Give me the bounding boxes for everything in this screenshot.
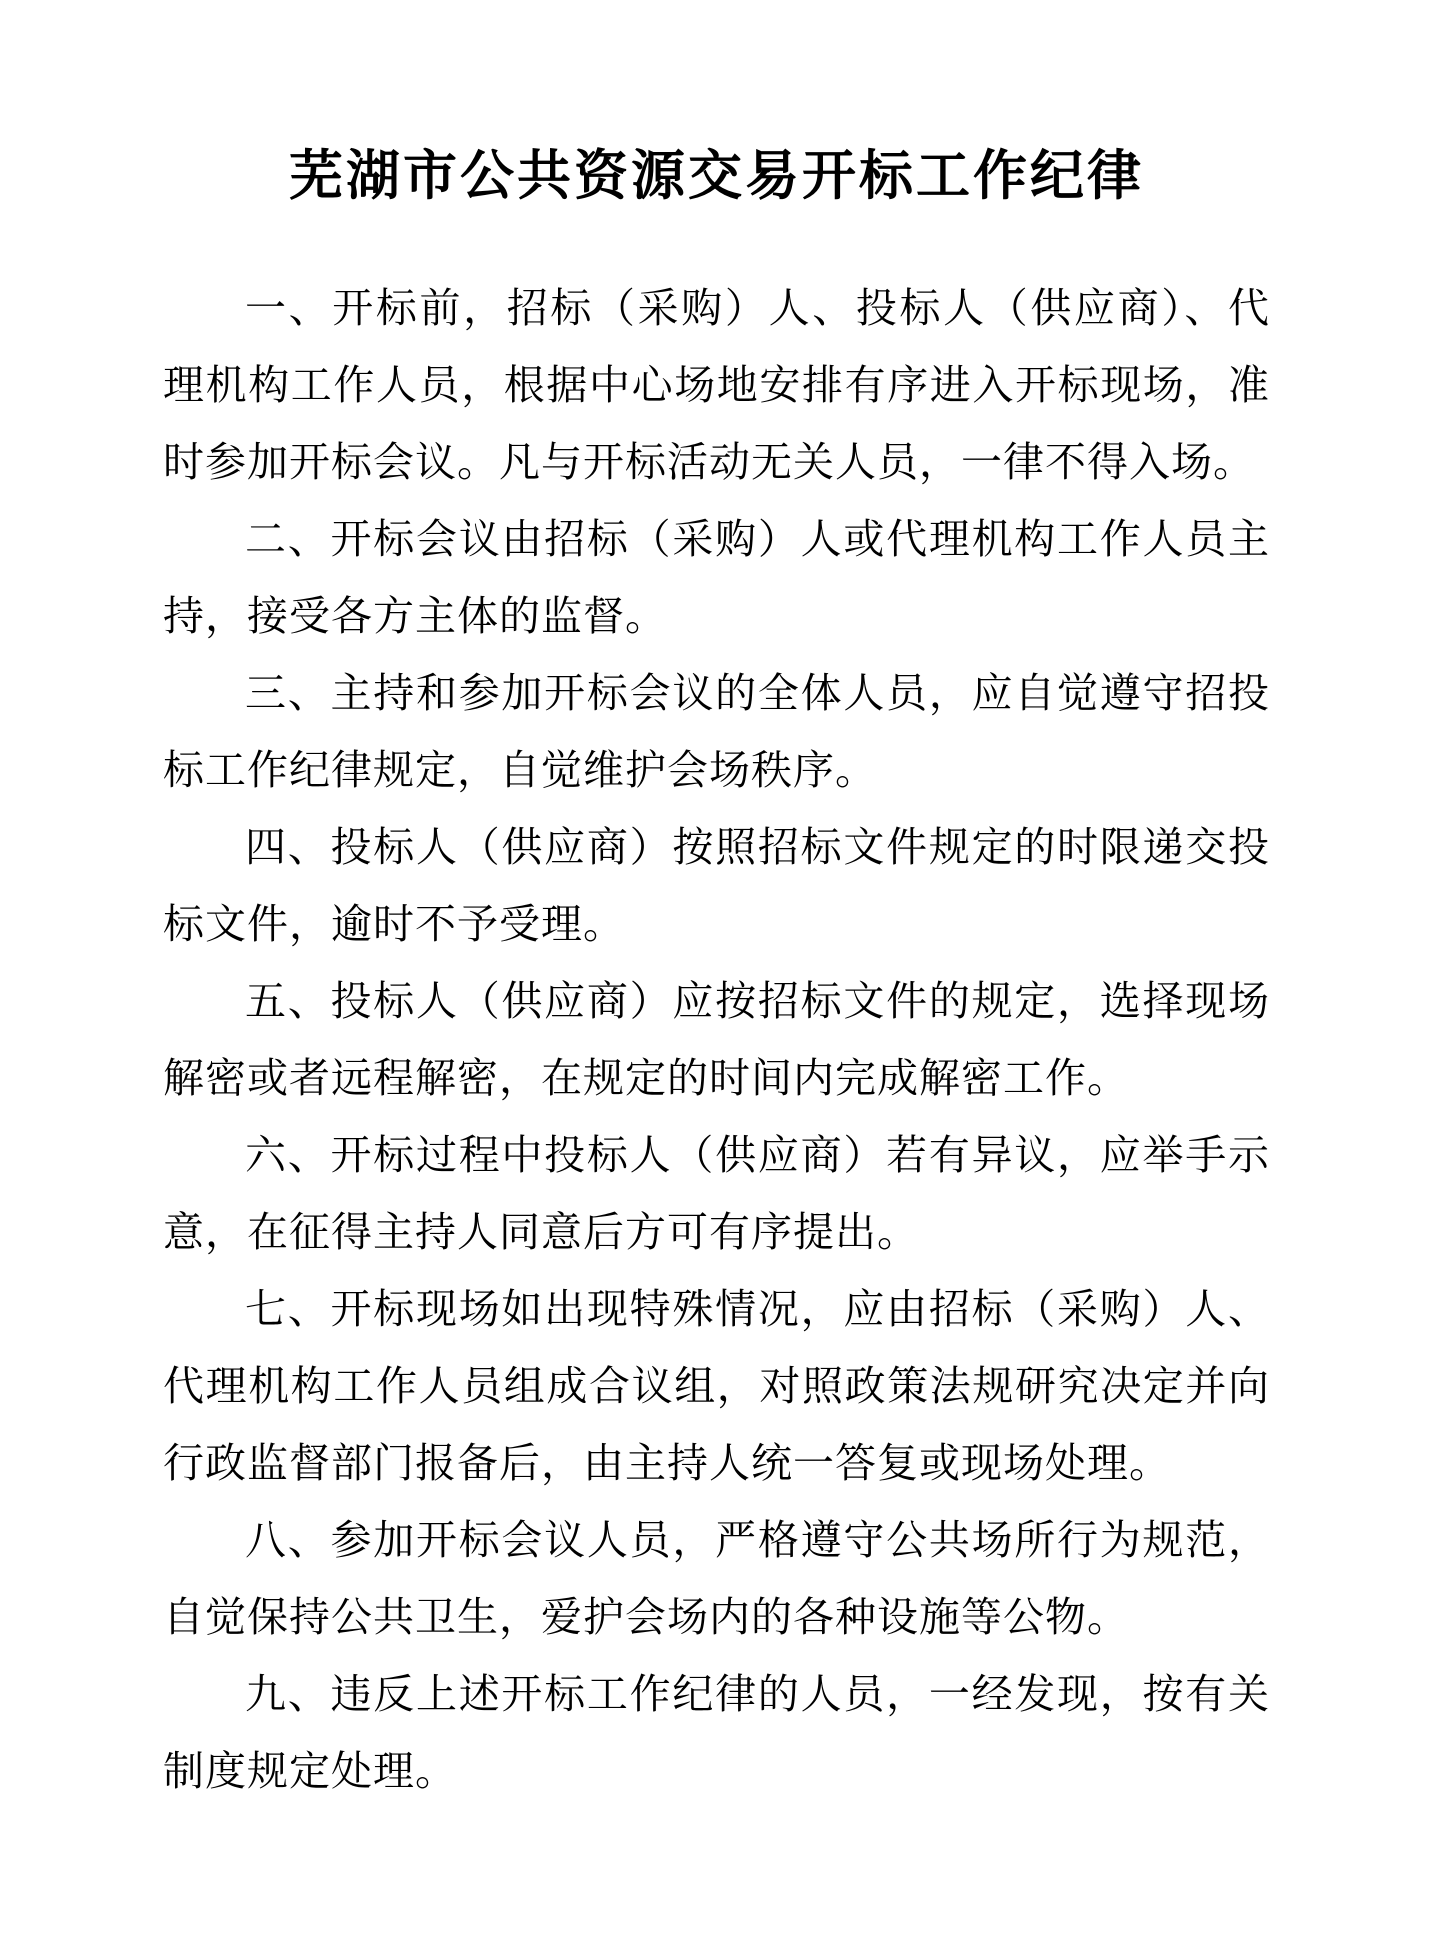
document-body (163, 270, 1270, 1810)
paragraph: 一、开标前，招标（采购）人、投标人（供应商）、代理机构工作人员，根据中心场地安排有序进入开标现场，准时参加开标会议。凡与开标活动无关人员，一律不得入场。 (163, 285, 1270, 486)
paragraph: 五、投标人（供应商）应按招标文件的规定，选择现场解密或者远程解密，在规定的时间内完成解密工作。 (163, 978, 1270, 1102)
paragraph: 七、开标现场如出现特殊情况，应由招标（采购）人、代理机构工作人员组成合议组，对照政策法规研究决定并向行政监督部门报备后，由主持人统一答复或现场处理。 (163, 1286, 1270, 1487)
page-title: 芜湖市公共资源交易开标工作纪律 (289, 146, 1144, 206)
paragraph: 九、违反上述开标工作纪律的人员，一经发现，按有关制度规定处理。 (163, 1671, 1270, 1795)
paragraph: 四、投标人（供应商）按照招标文件规定的时限递交投标文件，逾时不予受理。 (163, 824, 1270, 948)
paragraph: 二、开标会议由招标（采购）人或代理机构工作人员主持，接受各方主体的监督。 (163, 516, 1270, 640)
paragraph: 八、参加开标会议人员，严格遵守公共场所行为规范，自觉保持公共卫生，爱护会场内的各种设施等公物。 (163, 1517, 1270, 1641)
paragraph: 三、主持和参加开标会议的全体人员，应自觉遵守招投标工作纪律规定，自觉维护会场秩序。 (163, 670, 1270, 794)
paragraph: 六、开标过程中投标人（供应商）若有异议，应举手示意，在征得主持人同意后方可有序提出。 (163, 1132, 1270, 1256)
